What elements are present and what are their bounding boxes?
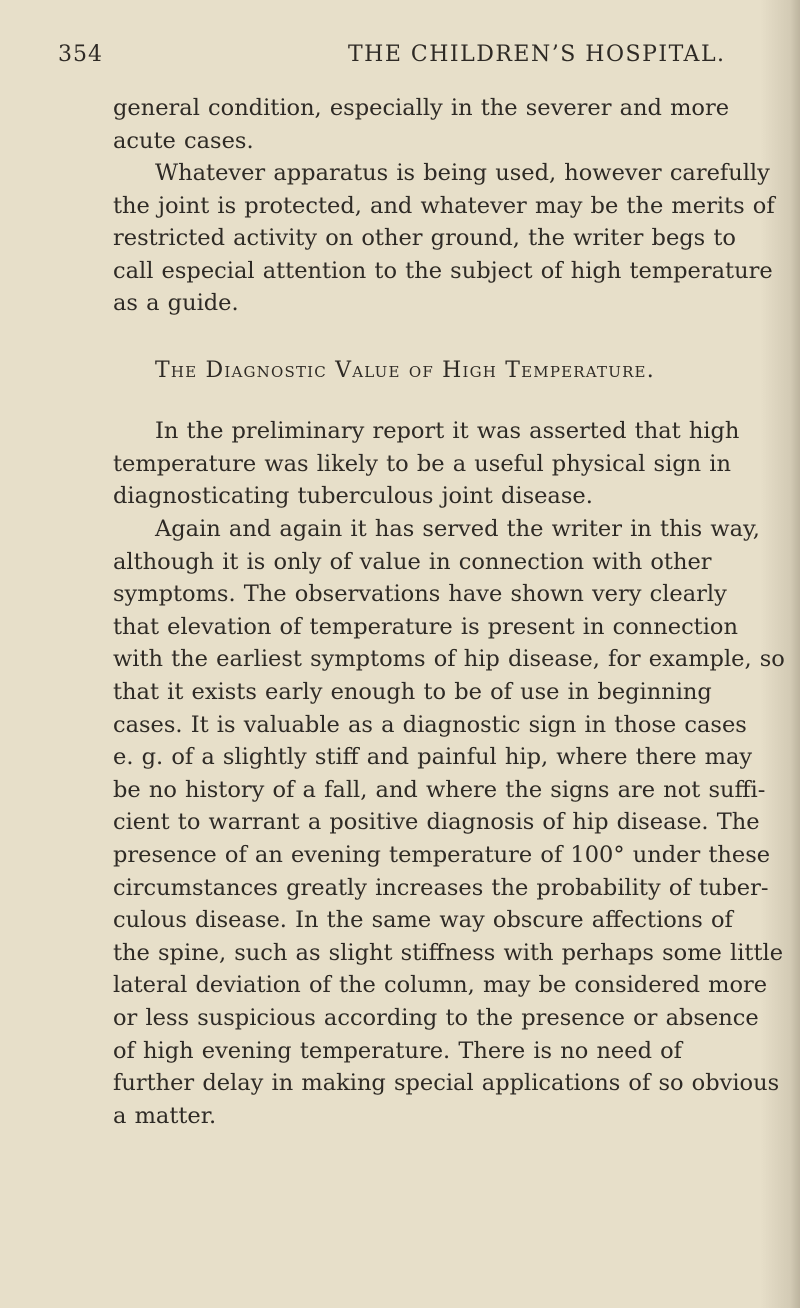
text-line: circumstances greatly increases the probability of tuber- [113,874,769,901]
running-title: THE CHILDREN’S HOSPITAL. [348,42,726,67]
text-line: further delay in making special applications of so obvious [113,1070,780,1097]
text-line: be no history of a fall, and where the signs are not suffi- [113,776,766,803]
text-line: as a guide. [113,290,239,317]
text-line: that elevation of temperature is present in connection [113,613,738,640]
section-heading: The Diagnostic Value of High Temperature. [155,358,655,383]
text-line: or less suspicious according to the presence or absence [113,1004,759,1031]
text-line: culous disease. In the same way obscure affections of [113,907,733,934]
text-line: that it exists early enough to be of use in beginning [113,678,712,705]
text-line: general condition, especially in the severer and more [113,95,730,121]
text-line: presence of an evening temperature of 100° under these [113,841,771,868]
text-line: lateral deviation of the column, may be considered more [113,972,768,999]
text-line: cient to warrant a positive diagnosis of hip disease. The [113,809,760,836]
text-line: the joint is protected, and whatever may be the merits of [113,192,775,219]
text-line: restricted activity on other ground, the writer begs to [113,225,736,252]
text-line: cases. It is valuable as a diagnostic sign in those cases [113,711,747,738]
page-number: 354 [58,42,103,67]
text-line: with the earliest symptoms of hip disease, for example, so [113,646,785,673]
text-line: symptoms. The observations have shown very clearly [113,581,727,608]
text-line: temperature was likely to be a useful physical sign in [113,450,731,477]
text-line: In the preliminary report it was asserted that high [155,418,740,444]
text-line: Whatever apparatus is being used, however carefully [155,160,770,186]
paragraph-3 [113,415,753,513]
text-line: a matter. [113,1102,217,1129]
paragraph-4 [113,513,785,1132]
text-line: the spine, such as slight stiffness with perhaps some little [113,939,784,966]
text-line: although it is only of value in connection with other [113,548,712,575]
text-line: of high evening temperature. There is no need of [113,1037,682,1064]
text-line: diagnosticating tuberculous joint disease. [113,483,593,510]
page-header [58,42,748,76]
paragraph-2 [113,157,775,320]
paragraph-1 [113,92,753,157]
text-line: e. g. of a slightly stiff and painful hip, where there may [113,744,753,771]
text-line: call especial attention to the subject of high temperature [113,257,773,284]
text-line: Again and again it has served the writer in this way, [155,516,760,542]
text-line: acute cases. [113,127,254,154]
